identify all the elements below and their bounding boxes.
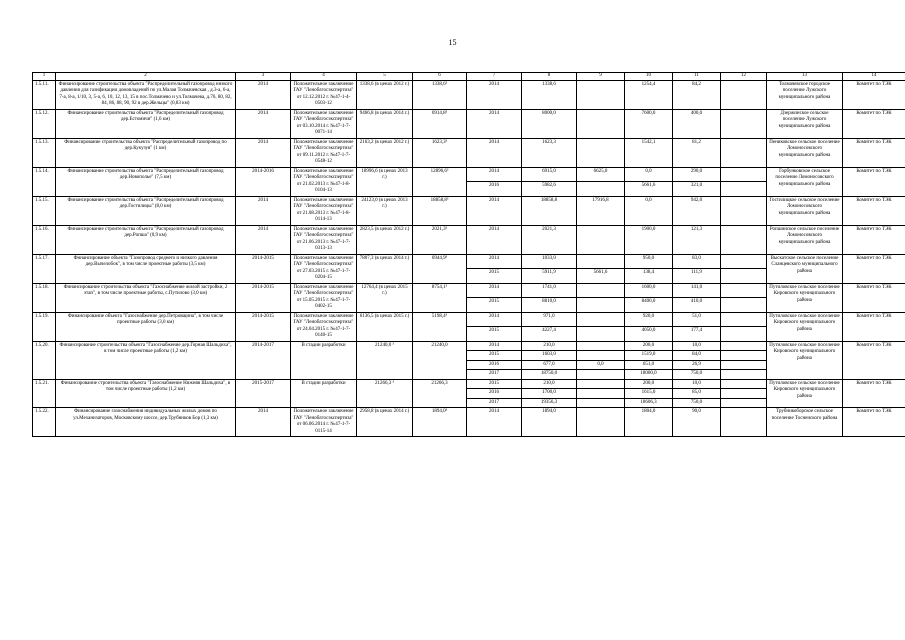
amount-total: 6915,0 — [522, 167, 577, 182]
recipient: Путиловское сельское поселение Кировского муниципального района — [767, 283, 843, 312]
amount-federal — [577, 254, 625, 269]
amount-total: 1741,0 — [522, 283, 577, 298]
estimated-cost: 2823,5 (в ценах 2012 г.) — [357, 225, 413, 254]
amount-federal — [577, 370, 625, 380]
year: 2014 — [467, 167, 522, 182]
column-header: 10 — [625, 73, 673, 81]
implementation-period: 2014 — [236, 138, 291, 167]
amount-other — [721, 196, 767, 225]
amount-regional: 1804,0 — [625, 408, 673, 437]
implementation-period: 2014 — [236, 408, 291, 437]
amount-local: 111,9 — [673, 269, 721, 284]
table-row — [33, 283, 905, 298]
amount-regional: 200,0 — [625, 341, 673, 351]
object-description: Финансирование строительства объекта "Распределительный газопровод дер.Гостилицы" (8,0 км) — [56, 196, 236, 225]
amount-regional: 1900,0 — [625, 225, 673, 254]
amount-other — [721, 370, 767, 380]
year: 2016 — [467, 360, 522, 370]
header-row — [33, 73, 905, 81]
amount-regional: 1615,0 — [625, 389, 673, 399]
implementation-period: 2014 — [236, 109, 291, 138]
recipient: Горбунковское сельское поселение Ломоносовского муниципального района — [767, 167, 843, 196]
estimated-cost: 7807,3 (в ценах 2014 г.) — [357, 254, 413, 283]
amount-local: 90,0 — [673, 408, 721, 437]
amount-local: 290,0 — [673, 167, 721, 182]
table-row — [33, 138, 905, 167]
amount-local: 321,0 — [673, 182, 721, 197]
object-description: Финансирование строительства объекта "Распределительный газопровод дер.Естомичи" (1,6 км) — [56, 109, 236, 138]
total-financing: 21240,0 — [413, 341, 467, 379]
year: 2014 — [467, 138, 522, 167]
expertise-document: Положительное заключение ГАУ "Леноблгосэкспертиза" от 15.05.2015 г. №47-1-7-0402-15 — [291, 283, 357, 312]
year: 2015 — [467, 269, 522, 284]
amount-total: 210,0 — [522, 341, 577, 351]
amount-regional: 0,0 — [625, 167, 673, 182]
recipient: Путиловское сельское поселение Кировского муниципального района — [767, 341, 843, 379]
amount-local: 51,0 — [673, 312, 721, 327]
amount-total: 1700,0 — [522, 389, 577, 399]
row-number: 1.5.16. — [33, 225, 56, 254]
recipient: Ропшинское сельское поселение Ломоносовского муниципального района — [767, 225, 843, 254]
recipient: Пениковское сельское поселение Ломоносовского муниципального района — [767, 138, 843, 167]
page-number: 15 — [448, 38, 457, 47]
recipient: Гостилицкое сельское поселение Ломоносовского муниципального района — [767, 196, 843, 225]
amount-regional: 7600,0 — [625, 109, 673, 138]
object-description: Финансирование строительства объекта "Распределительный газопровод дер.Ропша" (0,9 км) — [56, 225, 236, 254]
amount-local: 141,0 — [673, 283, 721, 298]
table-row — [33, 196, 905, 225]
object-description: Финансирование строительства объекта "Газоснабжение жилой застройки, 2 этап", в том числе проектные работы, с.Путилово (3,0 км) — [56, 283, 236, 312]
year: 2016 — [467, 389, 522, 399]
amount-federal — [577, 225, 625, 254]
amount-local: 177,4 — [673, 327, 721, 342]
amount-total: 677,0 — [522, 360, 577, 370]
amount-local: 83,0 — [673, 254, 721, 269]
amount-federal: 5661,6 — [577, 269, 625, 284]
expertise-document: Положительное заключение ГАУ "Леноблгосэкспертиза" от 06.06.2014 г. №47-1-7-0115-14 — [291, 408, 357, 437]
row-number: 1.5.13. — [33, 138, 56, 167]
object-description: Финансирование строительства объекта "Газоснабжение дер.Горная Шальдиха", в том числе проектные работы (1,2 км) — [56, 341, 236, 379]
year: 2014 — [467, 408, 522, 437]
amount-federal — [577, 398, 625, 408]
year: 2015 — [467, 379, 522, 389]
amount-regional: 18000,0 — [625, 370, 673, 380]
total-financing: 18858,8³ — [413, 196, 467, 225]
expertise-document: Положительное заключение ГАУ "Леноблгосэкспертиза" от 21.02.2013 г. №47-1-8-0104-13 — [291, 167, 357, 196]
amount-other — [721, 327, 767, 342]
implementation-period: 2014 — [236, 225, 291, 254]
responsible-agent: Комитет по ТЭК — [843, 138, 905, 167]
amount-total: 8810,0 — [522, 298, 577, 313]
table-row — [33, 225, 905, 254]
amount-total: 5982,6 — [522, 182, 577, 197]
column-header: 14 — [843, 73, 905, 81]
estimated-cost: 18996,6 (в ценах 2013 г.) — [357, 167, 413, 196]
recipient: Путиловское сельское поселение Кировского муниципального района — [767, 312, 843, 341]
amount-other — [721, 80, 767, 109]
table-row — [33, 254, 905, 269]
amount-federal — [577, 351, 625, 361]
responsible-agent: Комитет по ТЭК — [843, 225, 905, 254]
estimated-cost: 6136,5 (в ценах 2015 г.) — [357, 312, 413, 341]
amount-regional: 1519,0 — [625, 351, 673, 361]
amount-total: 1623,3 — [522, 138, 577, 167]
amount-total: 210,0 — [522, 379, 577, 389]
implementation-period: 2014-2015 — [236, 283, 291, 312]
column-header: 6 — [413, 73, 467, 81]
column-header: 13 — [767, 73, 843, 81]
amount-other — [721, 109, 767, 138]
object-description: Финансирование объекта "Газоснабжение дер.Петровщина", в том числе проектные работы (3,0 км) — [56, 312, 236, 341]
amount-other — [721, 408, 767, 437]
amount-regional: 200,0 — [625, 379, 673, 389]
amount-regional: 950,0 — [625, 254, 673, 269]
table-row — [33, 408, 905, 437]
amount-local: 26,9 — [673, 360, 721, 370]
table-row — [33, 379, 905, 389]
column-header: 3 — [236, 73, 291, 81]
amount-regional: 1542,1 — [625, 138, 673, 167]
responsible-agent: Комитет по ТЭК — [843, 80, 905, 109]
column-header: 8 — [522, 73, 577, 81]
amount-federal: 17916,8 — [577, 196, 625, 225]
row-number: 1.5.14. — [33, 167, 56, 196]
object-description: Финансирование строительства объекта "Газоснабжение Нижняя Шальдиха", в том числе проектные работы (1,2 км) — [56, 379, 236, 408]
column-header: 11 — [673, 73, 721, 81]
amount-federal — [577, 379, 625, 389]
amount-regional: 138,4 — [625, 269, 673, 284]
amount-total: 18858,8 — [522, 196, 577, 225]
table-row — [33, 341, 905, 351]
row-number: 1.5.22. — [33, 408, 56, 437]
expertise-document: Положительное заключение ГАУ "Леноблгосэкспертиза" от 09.11.2012 г. №47-1-7-0548-12 — [291, 138, 357, 167]
column-header: 4 — [291, 73, 357, 81]
year: 2014 — [467, 225, 522, 254]
amount-local: 400,0 — [673, 109, 721, 138]
object-description: Финансирование строительства объекта "Распределительный газопровод дер.Новополье" (7,5 км) — [56, 167, 236, 196]
amount-federal: 0,0 — [577, 360, 625, 370]
amount-federal — [577, 389, 625, 399]
amount-local: 84,2 — [673, 80, 721, 109]
row-number: 1.5.21. — [33, 379, 56, 408]
amount-local: 410,0 — [673, 298, 721, 313]
row-number: 1.5.11. — [33, 80, 56, 109]
amount-local: 81,2 — [673, 138, 721, 167]
amount-other — [721, 312, 767, 327]
responsible-agent: Комитет по ТЭК — [843, 254, 905, 283]
amount-total: 1033,0 — [522, 254, 577, 269]
amount-federal — [577, 341, 625, 351]
object-description: Финансирование объекта "Газопровод среднего и низкого давления дер.Вычелобок", в том числе проектные работы (3,5 км) — [56, 254, 236, 283]
recipient: Путиловское сельское поселение Кировского муниципального района — [767, 379, 843, 408]
amount-local: 942,0 — [673, 196, 721, 225]
implementation-period: 2014-2016 — [236, 167, 291, 196]
expertise-document: Положительное заключение ГАУ "Леноблгосэкспертиза" от 24.04.2015 г. №47-1-7-0140-15 — [291, 312, 357, 341]
table-row — [33, 167, 905, 182]
responsible-agent: Комитет по ТЭК — [843, 408, 905, 437]
amount-regional: 4050,0 — [625, 327, 673, 342]
implementation-period: 2014 — [236, 80, 291, 109]
estimated-cost: 21266,3 ³ — [357, 379, 413, 408]
amount-other — [721, 225, 767, 254]
table-row — [33, 109, 905, 138]
amount-other — [721, 138, 767, 167]
total-financing: 2021,3³ — [413, 225, 467, 254]
column-header: 9 — [577, 73, 625, 81]
amount-federal — [577, 327, 625, 342]
responsible-agent: Комитет по ТЭК — [843, 312, 905, 341]
total-financing: 6944,9³ — [413, 254, 467, 283]
amount-other — [721, 269, 767, 284]
recipient: Трубникоборское сельское поселение Тосненского района — [767, 408, 843, 437]
column-header: 12 — [721, 73, 767, 81]
amount-other — [721, 298, 767, 313]
row-number: 1.5.19. — [33, 312, 56, 341]
expertise-document: Положительное заключение ГАУ "Леноблгосэкспертиза" от 03.10.2014 г. №47-1-7-0071-14 — [291, 109, 357, 138]
amount-regional: 1254,4 — [625, 80, 673, 109]
total-financing: 5198,4³ — [413, 312, 467, 341]
amount-federal — [577, 182, 625, 197]
year: 2017 — [467, 398, 522, 408]
year: 2015 — [467, 327, 522, 342]
total-financing: 1894,0³ — [413, 408, 467, 437]
amount-other — [721, 167, 767, 182]
total-financing: 1338,6³ — [413, 80, 467, 109]
responsible-agent: Комитет по ТЭК — [843, 341, 905, 379]
estimated-cost: 1338,6 (в ценах 2012 г.) — [357, 80, 413, 109]
amount-local: 750,0 — [673, 398, 721, 408]
amount-total: 8000,0 — [522, 109, 577, 138]
implementation-period: 2014-2015 — [236, 254, 291, 283]
expertise-document: Положительное заключение ГАУ "Леноблгосэкспертиза" от 12.12.2012 г. №47-1-4-0503-12 — [291, 80, 357, 109]
amount-local: 121,3 — [673, 225, 721, 254]
implementation-period: 2014-2017 — [236, 341, 291, 379]
year: 2014 — [467, 312, 522, 327]
column-header: 1 — [33, 73, 56, 81]
amount-other — [721, 341, 767, 351]
object-description: Финансирование газоснабжения индивидуальных жилых домов по ул.Механизаторов, Московскому шоссе, дер.Трубников Бор (1,3 км) — [56, 408, 236, 437]
amount-total: 971,0 — [522, 312, 577, 327]
amount-regional: 8400,0 — [625, 298, 673, 313]
amount-regional: 1600,0 — [625, 283, 673, 298]
total-financing: 1623,3³ — [413, 138, 467, 167]
amount-local: 10,0 — [673, 341, 721, 351]
amount-total: 2021,3 — [522, 225, 577, 254]
expertise-document: В стадии разработки — [291, 341, 357, 379]
row-number: 1.5.12. — [33, 109, 56, 138]
estimated-cost: 24123,0 (в ценах 2013 г.) — [357, 196, 413, 225]
year: 2014 — [467, 341, 522, 351]
responsible-agent: Комитет по ТЭК — [843, 167, 905, 196]
amount-other — [721, 379, 767, 389]
column-header: 5 — [357, 73, 413, 81]
amount-total: 4227,4 — [522, 327, 577, 342]
year: 2016 — [467, 182, 522, 197]
estimated-cost: 2163,2 (в ценах 2012 г.) — [357, 138, 413, 167]
column-header: 2 — [56, 73, 236, 81]
amount-federal — [577, 312, 625, 327]
year: 2014 — [467, 109, 522, 138]
year: 2017 — [467, 370, 522, 380]
amount-federal: 6625,0 — [577, 167, 625, 182]
responsible-agent: Комитет по ТЭК — [843, 109, 905, 138]
amount-other — [721, 398, 767, 408]
implementation-period: 2015-2017 — [236, 379, 291, 408]
table-body — [33, 80, 905, 437]
expertise-document: Положительное заключение ГАУ "Леноблгосэкспертиза" от 21.08.2013 г. №47-1-8-0114-13 — [291, 196, 357, 225]
column-header: 7 — [467, 73, 522, 81]
amount-total: 19356,3 — [522, 398, 577, 408]
amount-federal — [577, 283, 625, 298]
year: 2015 — [467, 298, 522, 313]
year: 2015 — [467, 351, 522, 361]
row-number: 1.5.15. — [33, 196, 56, 225]
amount-other — [721, 182, 767, 197]
row-number: 1.5.20. — [33, 341, 56, 379]
amount-total: 1338,6 — [522, 80, 577, 109]
row-number: 1.5.17. — [33, 254, 56, 283]
total-financing: 6914,8³ — [413, 109, 467, 138]
table-row — [33, 312, 905, 327]
recipient: Выскатское сельское поселение Сланцевского муниципального района — [767, 254, 843, 283]
amount-regional: 0,0 — [625, 196, 673, 225]
year: 2014 — [467, 283, 522, 298]
implementation-period: 2014-2015 — [236, 312, 291, 341]
amount-federal — [577, 408, 625, 437]
total-financing: 21266,3 — [413, 379, 467, 408]
recipient: Толмачевское городское поселение Лужского муниципального района — [767, 80, 843, 109]
amount-regional: 920,0 — [625, 312, 673, 327]
total-financing: 8754,1³ — [413, 283, 467, 312]
estimated-cost: 2958,8 (в ценах 2014 г.) — [357, 408, 413, 437]
amount-local: 84,0 — [673, 351, 721, 361]
expertise-document: Положительное заключение ГАУ "Леноблгосэкспертиза" от 27.03.2015 г. №47-1-7-0204-15 — [291, 254, 357, 283]
amount-federal — [577, 109, 625, 138]
amount-other — [721, 389, 767, 399]
expertise-document: В стадии разработки — [291, 379, 357, 408]
year: 2014 — [467, 254, 522, 269]
estimated-cost: 12764,4 (в ценах 2015 г.) — [357, 283, 413, 312]
amount-local: 10,0 — [673, 379, 721, 389]
program-table — [32, 72, 905, 437]
estimated-cost: 9466,8 (в ценах 2014 г.) — [357, 109, 413, 138]
expertise-document: Положительное заключение ГАУ "Леноблгосэкспертиза" от 21.06.2013 г. №47-1-7-0313-13 — [291, 225, 357, 254]
amount-other — [721, 360, 767, 370]
amount-regional: 5661,6 — [625, 182, 673, 197]
row-number: 1.5.18. — [33, 283, 56, 312]
table-row — [33, 80, 905, 109]
amount-other — [721, 254, 767, 269]
responsible-agent: Комитет по ТЭК — [843, 379, 905, 408]
amount-total: 1894,0 — [522, 408, 577, 437]
total-financing: 12896,6³ — [413, 167, 467, 196]
amount-other — [721, 351, 767, 361]
amount-total: 1603,0 — [522, 351, 577, 361]
year: 2014 — [467, 80, 522, 109]
responsible-agent: Комитет по ТЭК — [843, 196, 905, 225]
amount-federal — [577, 138, 625, 167]
amount-local: 85,0 — [673, 389, 721, 399]
implementation-period: 2014 — [236, 196, 291, 225]
estimated-cost: 21240,0 ³ — [357, 341, 413, 379]
amount-federal — [577, 298, 625, 313]
amount-regional: 651,0 — [625, 360, 673, 370]
amount-total: 5911,9 — [522, 269, 577, 284]
amount-total: 18750,0 — [522, 370, 577, 380]
object-description: Финансирование строительства объекта "Распределительный газопровод низкого давления для газификации домовладений по ул.Малая Толмачевская , д.3-а, 6-а, 7-а, 8-а, 1/10, 3, 5-а, 6, 10, 12, 13, 15 в пос.Толмачево и ул.Толмачева, д.76, 80, 82, 84, 86, 88, 90, 92 в дер.Жельцы" (0,83 км) — [56, 80, 236, 109]
recipient: Дзержинское сельское поселение Лужского муниципального района — [767, 109, 843, 138]
amount-regional: 18606,3 — [625, 398, 673, 408]
amount-local: 750,0 — [673, 370, 721, 380]
amount-other — [721, 283, 767, 298]
responsible-agent: Комитет по ТЭК — [843, 283, 905, 312]
year: 2014 — [467, 196, 522, 225]
object-description: Финансирование строительства объекта "Распределительный газопровод по дер.Кукузув" (1 км) — [56, 138, 236, 167]
amount-federal — [577, 80, 625, 109]
